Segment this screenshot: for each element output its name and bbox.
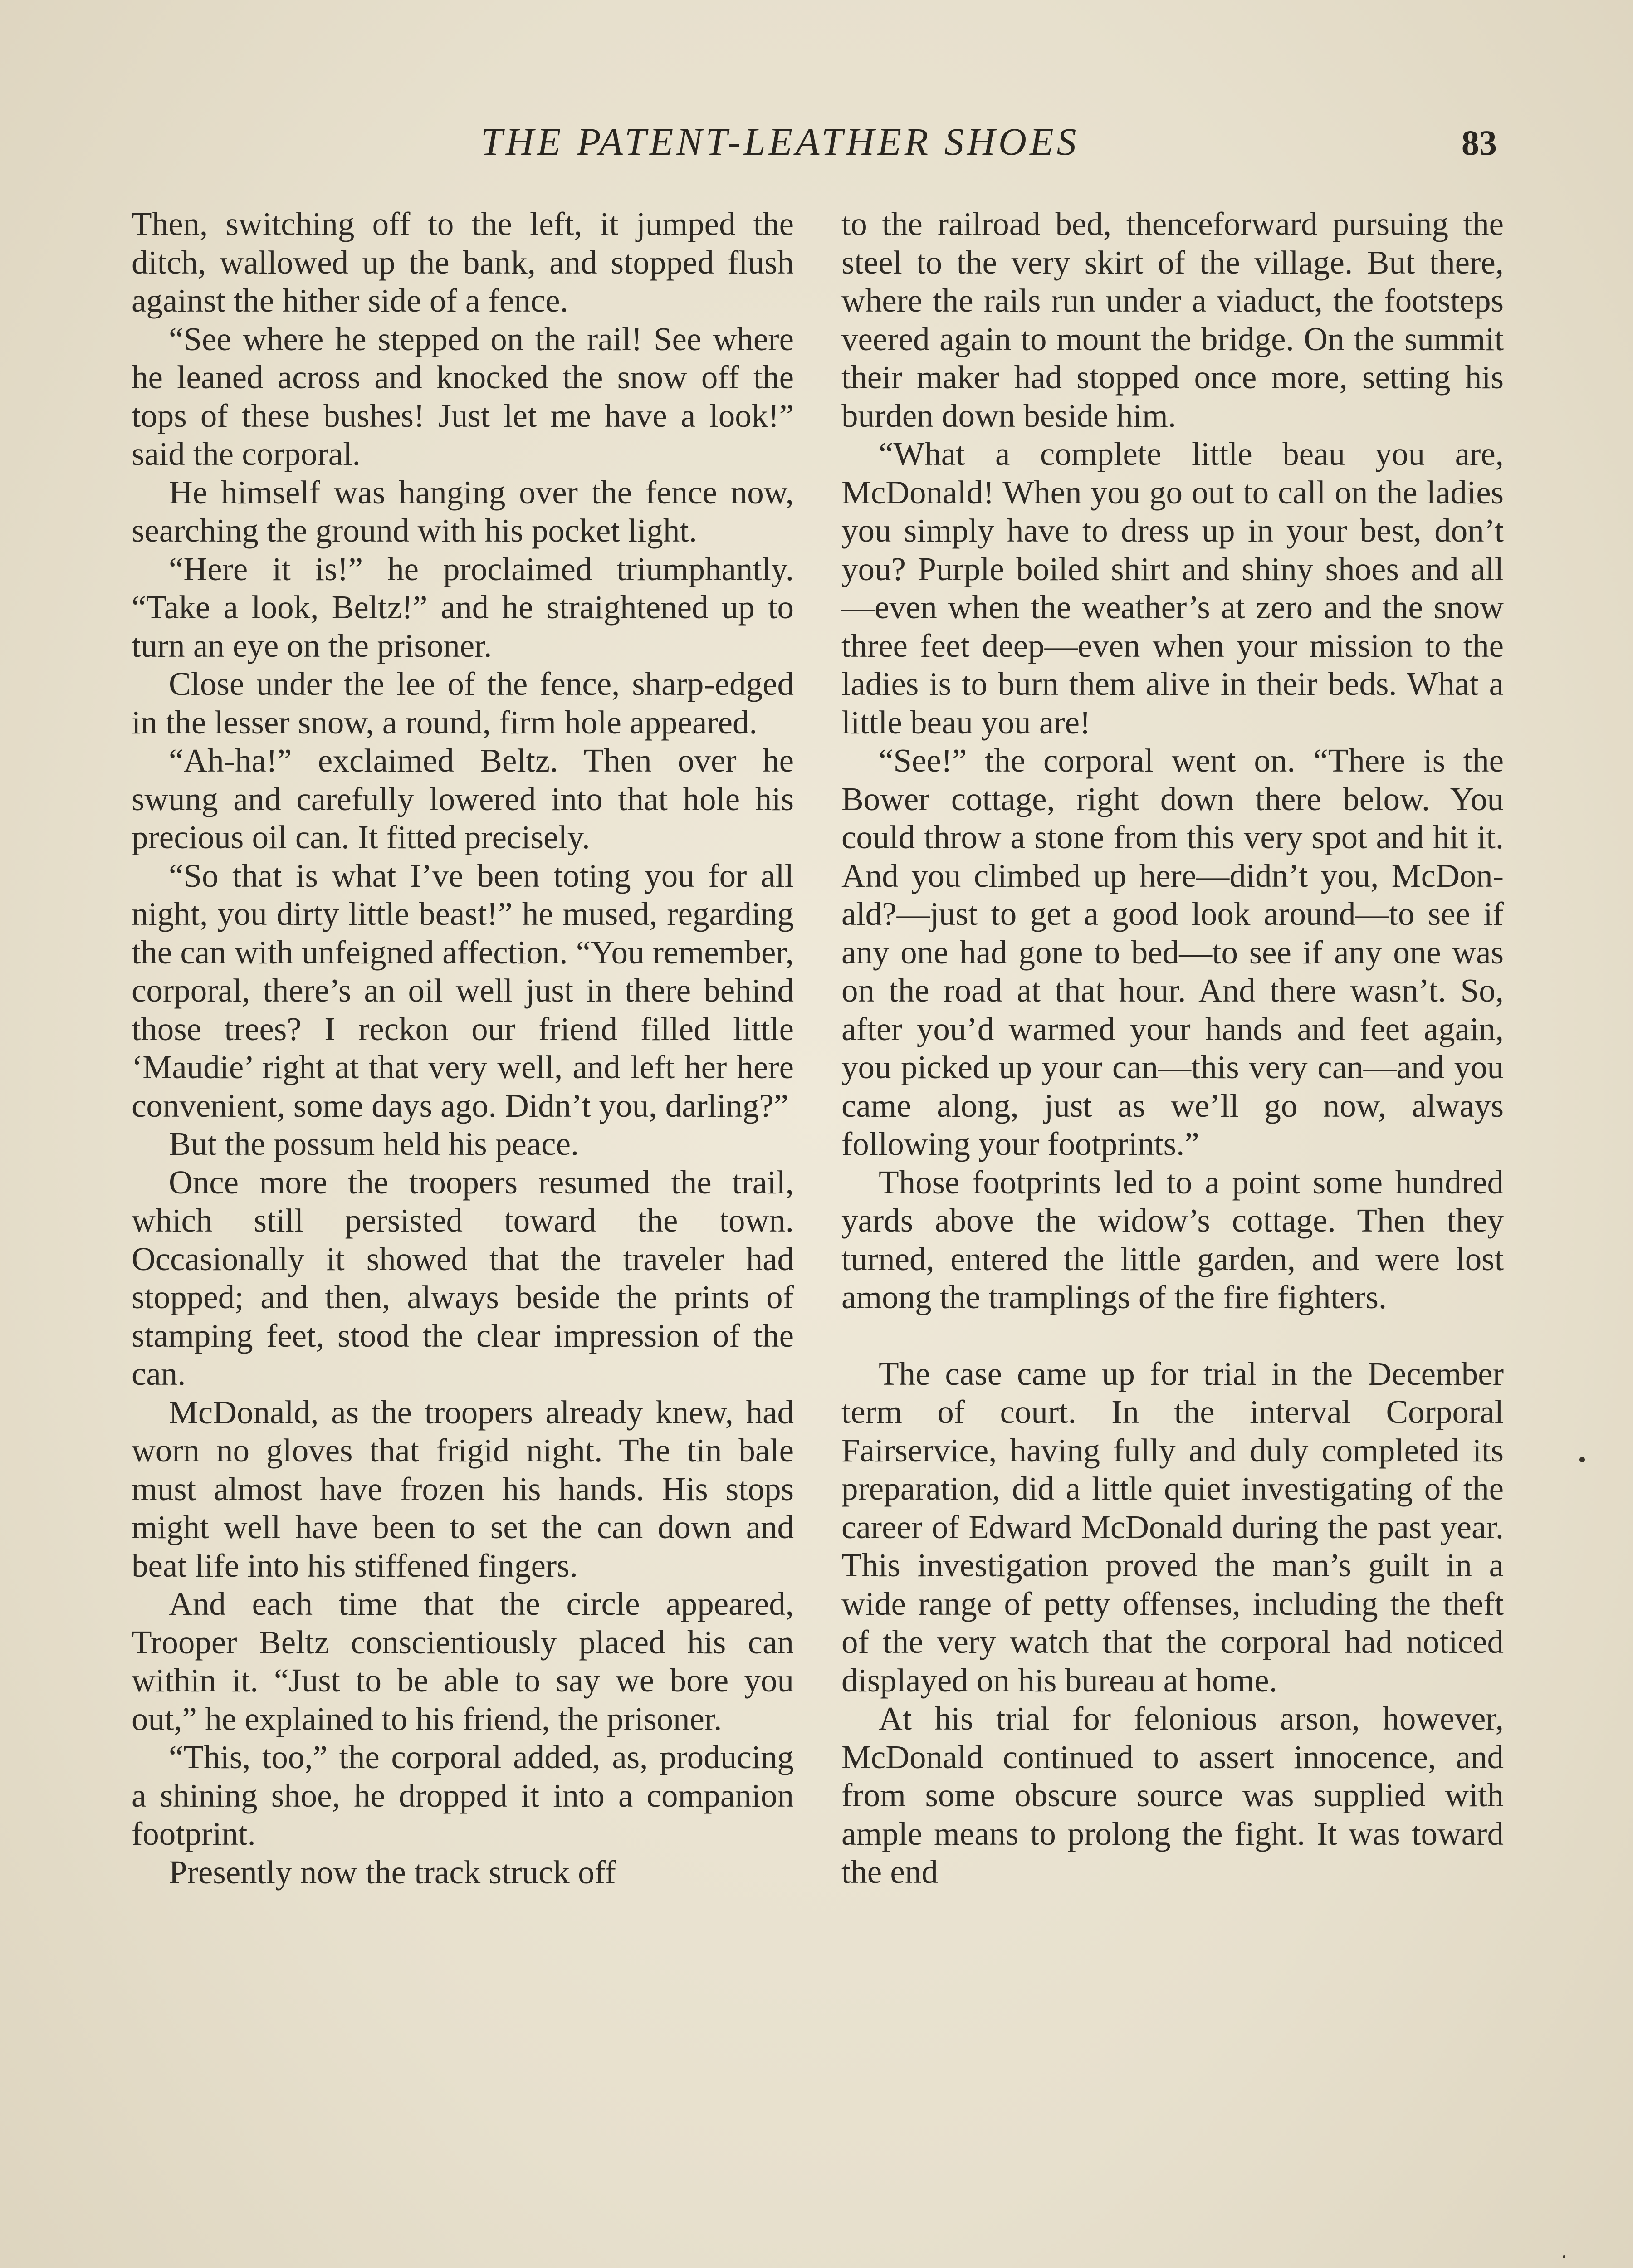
paragraph: “This, too,” the corporal added, as, producing a shining shoe, he dropped it into a companion footprint. bbox=[132, 1739, 794, 1852]
paragraph: Presently now the track struck off bbox=[169, 1853, 616, 1891]
ink-speck bbox=[1579, 1457, 1585, 1462]
paragraph: “Ah-ha!” exclaimed Beltz. Then over he swung and carefully lowered into that hole his precious oil can. It fitted precisely. bbox=[132, 742, 794, 855]
ink-speck bbox=[1563, 2255, 1565, 2258]
paragraph: Close under the lee of the fence, sharp-edged in the lesser snow, a round, firm hole appeared. bbox=[132, 665, 794, 741]
paragraph: McDonald, as the troopers already knew, had worn no gloves that frigid night. The tin bale must almost have frozen his hands. His stops might well have been to set the can down and beat life into his stiffened fingers. bbox=[132, 1393, 794, 1584]
paragraph: “See!” the corporal went on. “There is the Bower cottage, right down there below. You could throw a stone from this very spot and hit it. And you climbed up here—didn’t you, McDonald?—just to get a good look around—to see if any one had gone to bed—to see if any one was on the road at that hour. And there wasn’t. So, after you’d warmed your hands and feet again, you picked up your can—this very can—and you came along, just as we’ll go now, always following your footprints.” bbox=[841, 742, 1504, 1162]
paragraph: And each time that the circle appeared, Trooper Beltz conscientiously placed his can within it. “Just to be able to say we bore you out,” he explained to his friend, the prisoner. bbox=[132, 1585, 794, 1737]
paragraph: to the railroad bed, thenceforward pursuing the steel to the very skirt of the village. But there, where the rails run under a viaduct, the footsteps veered again to mount the bridge. On the summit their maker had stopped once more, setting his burden down beside him. bbox=[841, 205, 1504, 434]
paragraph: “See where he stepped on the rail! See where he leaned across and knocked the snow off the tops of these bushes! Just let me have a look!” said the corporal. bbox=[132, 320, 794, 472]
paragraph: Those footprints led to a point some hundred yards above the widow’s cottage. Then they turned, entered the little garden, and were lost among the tramplings of the fire fighters. bbox=[841, 1163, 1504, 1315]
paragraph: “So that is what I’ve been toting you for all night, you dirty little beast!” he mused, regarding the can with unfeigned affection. “You remember, corporal, there’s an oil well just in there behind those trees? I reckon our friend filled little ‘Maudie’ right at that very well, and left her here convenient, some days ago. Didn’t you, darling?” bbox=[132, 857, 794, 1124]
running-head bbox=[0, 119, 1633, 169]
page-number: 83 bbox=[1462, 123, 1497, 162]
running-title: THE PATENT-LEATHER SHOES bbox=[481, 120, 1080, 163]
paragraph: Then, switching off to the left, it jumped the ditch, wallowed up the bank, and stopped flush against the hither side of a fence. bbox=[132, 205, 794, 319]
paragraph: The case came up for trial in the December term of court. In the interval Corporal Fairservice, having fully and duly completed its preparation, did a little quiet investigating of the career of Edward McDonald during the past year. This investigation proved the man’s guilt in a wide range of petty offenses, including the theft of the very watch that the corporal had noticed displayed on his bureau at home. bbox=[841, 1355, 1504, 1699]
right-column bbox=[841, 205, 1504, 1892]
left-column bbox=[132, 205, 794, 1892]
paragraph: But the possum held his peace. bbox=[169, 1125, 579, 1162]
paragraph: He himself was hanging over the fence now, searching the ground with his pocket light. bbox=[132, 474, 794, 549]
paragraph: At his trial for felonious arson, however, McDonald continued to assert innocence, and from some obscure source was supplied with ample means to prolong the fight. It was toward the end bbox=[841, 1700, 1504, 1890]
paragraph: “What a complete little beau you are, McDonald! When you go out to call on the ladies you simply have to dress up in your best, don’t you? Purple boiled shirt and shiny shoes and all—even when the weather’s at zero and the snow three feet deep—even when your mission to the ladies is to burn them alive in their beds. What a little beau you are! bbox=[841, 435, 1504, 741]
paragraph: Once more the troopers resumed the trail, which still persisted toward the town. Occasionally it showed that the traveler had stopped; and then, always beside the prints of stamping feet, stood the clear impression of the can. bbox=[132, 1163, 794, 1392]
paragraph: “Here it is!” he proclaimed triumphantly. “Take a look, Beltz!” and he straightened up to turn an eye on the prisoner. bbox=[132, 550, 794, 664]
section-break bbox=[841, 1317, 1504, 1355]
